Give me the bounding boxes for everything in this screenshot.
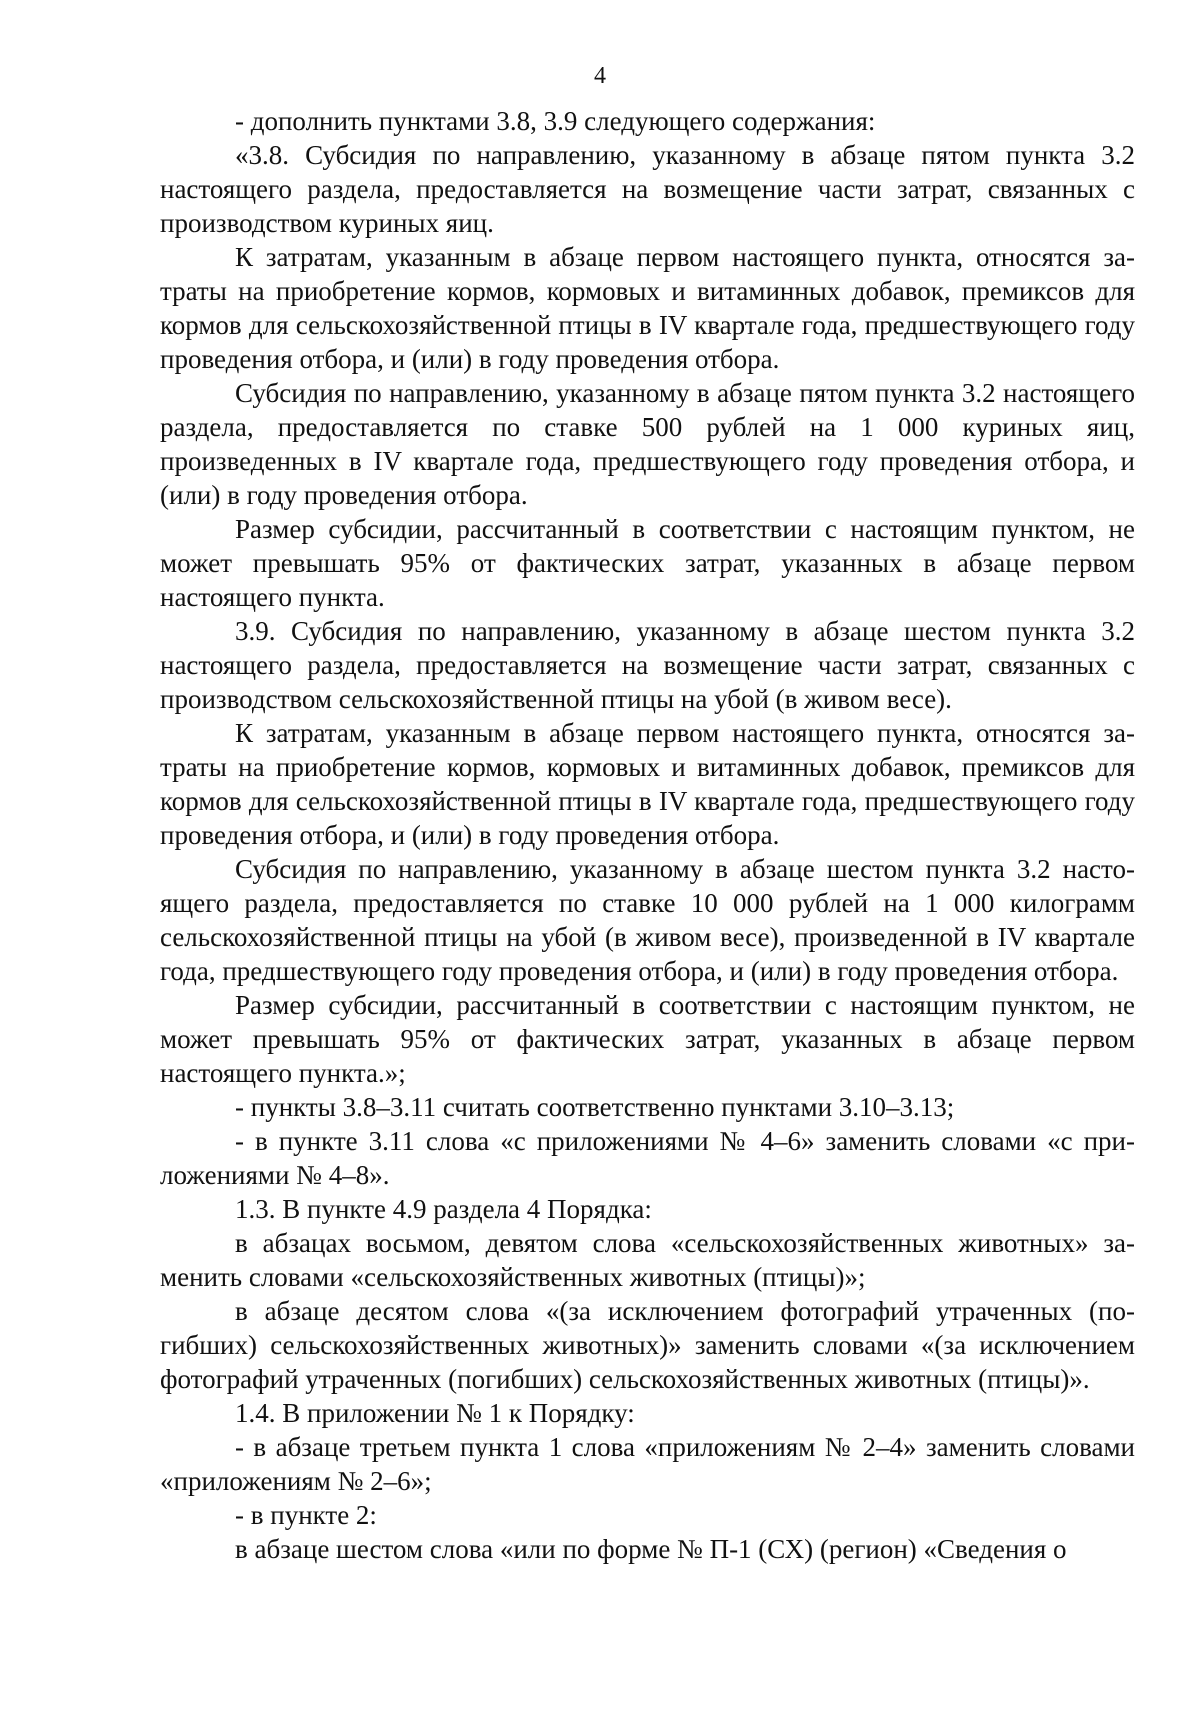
paragraph-3-8: «3.8. Субсидия по направлению, указанному в абзаце пятом пункта 3.2 настоящего раздела, предоставляется на возмещение части затрат, связанных с производством куриных яиц. [160, 140, 1135, 238]
paragraph-3-8-rate: Субсидия по направлению, указанному в абзаце пятом пункта 3.2 настоящего раздела, предоставляется по ставке 500 рублей на 1 000 куриных яиц, произведенных в IV квартале года, предшествующего году проведения отбора, и (или) в году проведения отбора. [160, 378, 1135, 510]
paragraph-1-4-third: - в абзаце третьем пункта 1 слова «приложениям № 2–4» заменить словами «приложениям № 2–6»; [160, 1432, 1135, 1496]
paragraph-sixth-form: в абзаце шестом слова «или по форме № П-1 (СХ) (регион) «Сведения о [235, 1534, 1067, 1564]
paragraph-point-2: - в пункте 2: [235, 1500, 377, 1530]
paragraph-3-9-limit: Размер субсидии, рассчитанный в соответствии с настоящим пунктом, не может превышать 95% от фактических затрат, указанных в абзаце первом настоящего пункта.»; [160, 990, 1135, 1088]
paragraph-amendment-intro: - дополнить пунктами 3.8, 3.9 следующего содержания: [235, 106, 876, 136]
paragraph-3-9-costs: К затратам, указанным в абзаце первом настоящего пункта, относятся затраты на приобретение кормов, кормовых и витаминных добавок, премиксов для кормов для сельскохозяйственной птицы в IV квартале года, предшествующего году проведения отбора, и (или) в году проведения отбора. [160, 718, 1135, 850]
paragraph-3-9-rate: Субсидия по направлению, указанному в абзаце шестом пункта 3.2 настоящего раздела, предоставляется по ставке 10 000 рублей на 1 000 килограмм сельскохозяйственной птицы на убой (в живом весе), произведенной в IV квартале года, предшествующего году проведения отбора, и (или) в году проведения отбора. [160, 854, 1135, 986]
paragraph-3-9: 3.9. Субсидия по направлению, указанному в абзаце шестом пункта 3.2 настоящего раздела, предоставляется на возмещение части затрат, связанных с производством сельскохозяйственной птицы на убой (в живом весе). [160, 616, 1135, 714]
paragraph-renumbering: - пункты 3.8–3.11 считать соответственно пунктами 3.10–3.13; [235, 1092, 955, 1122]
paragraph-3-8-limit: Размер субсидии, рассчитанный в соответствии с настоящим пунктом, не может превышать 95% от фактических затрат, указанных в абзаце первом настоящего пункта. [160, 514, 1135, 612]
paragraph-1-4: 1.4. В приложении № 1 к Порядку: [235, 1398, 635, 1428]
paragraph-3-8-costs: К затратам, указанным в абзаце первом настоящего пункта, относятся затраты на приобретение кормов, кормовых и витаминных добавок, премиксов для кормов для сельскохозяйственной птицы в IV квартале года, предшествующего году проведения отбора, и (или) в году проведения отбора. [160, 242, 1135, 374]
paragraph-1-3-eighth-ninth: в абзацах восьмом, девятом слова «сельскохозяйственных животных» заменить словами «сельскохозяйственных животных (птицы)»; [160, 1228, 1135, 1292]
paragraph-1-3-tenth: в абзаце десятом слова «(за исключением фотографий утраченных (погибших) сельскохозяйственных животных)» заменить словами «(за исключением фотографий утраченных (погибших) сельскохозяйственных животных (птицы)». [160, 1296, 1135, 1394]
paragraph-3-11-change: - в пункте 3.11 слова «с приложениями № 4–6» заменить словами «с приложениями № 4–8». [160, 1126, 1135, 1190]
paragraph-1-3: 1.3. В пункте 4.9 раздела 4 Порядка: [235, 1194, 652, 1224]
page-number: 4 [594, 63, 606, 89]
document-body [160, 104, 1135, 1566]
